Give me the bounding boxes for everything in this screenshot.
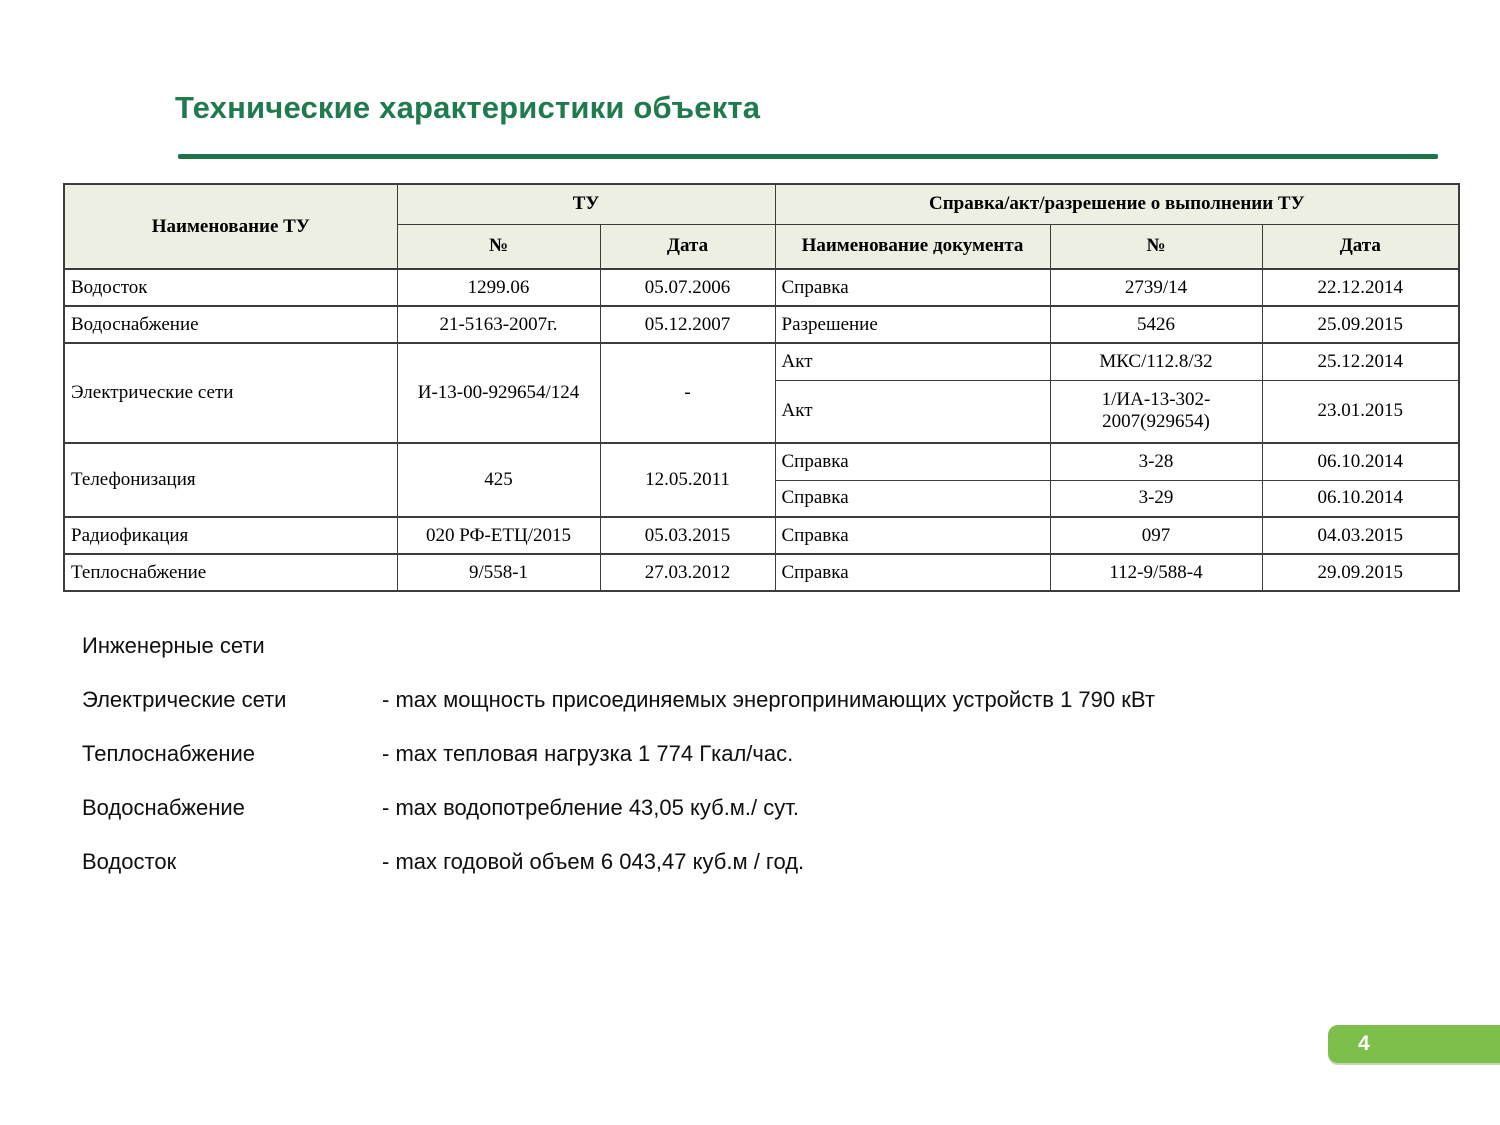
- cell-tu-name: Водосток: [64, 269, 397, 306]
- cell-doc-name: Акт: [775, 380, 1050, 443]
- cell-doc-date: 22.12.2014: [1262, 269, 1459, 306]
- cell-tu-date: 05.07.2006: [600, 269, 775, 306]
- cell-doc-date: 29.09.2015: [1262, 554, 1459, 591]
- note-row: [82, 794, 1155, 822]
- col-header-doc-number: №: [1050, 224, 1262, 269]
- cell-tu-name: Радиофикация: [64, 517, 397, 554]
- cell-doc-number: 5426: [1050, 306, 1262, 343]
- cell-tu-name: Теплоснабжение: [64, 554, 397, 591]
- table-row: [64, 554, 1459, 591]
- cell-tu-date: 12.05.2011: [600, 443, 775, 517]
- cell-tu-date: 05.03.2015: [600, 517, 775, 554]
- cell-doc-name: Справка: [775, 554, 1050, 591]
- cell-doc-name: Справка: [775, 480, 1050, 517]
- note-text: - max тепловая нагрузка 1 774 Гкал/час.: [382, 741, 794, 766]
- title-underline-rule: [178, 154, 1438, 159]
- page-number-badge: [1328, 1025, 1500, 1063]
- cell-doc-name: Справка: [775, 443, 1050, 480]
- col-header-tu-date: Дата: [600, 224, 775, 269]
- cell-tu-number: 9/558-1: [397, 554, 600, 591]
- cell-doc-date: 25.12.2014: [1262, 343, 1459, 380]
- cell-doc-number: МКС/112.8/32: [1050, 343, 1262, 380]
- note-text: - max мощность присоединяемых энергопринимающих устройств 1 790 кВт: [382, 687, 1155, 712]
- cell-doc-date: 23.01.2015: [1262, 380, 1459, 443]
- engineering-notes: [82, 632, 1155, 902]
- table-row: [64, 517, 1459, 554]
- table-row: [64, 306, 1459, 343]
- cell-tu-date: -: [600, 343, 775, 443]
- cell-doc-number: 3-29: [1050, 480, 1262, 517]
- note-row: [82, 740, 1155, 768]
- table-row: [64, 269, 1459, 306]
- cell-doc-name: Справка: [775, 269, 1050, 306]
- cell-doc-number: 3-28: [1050, 443, 1262, 480]
- cell-doc-date: 06.10.2014: [1262, 480, 1459, 517]
- cell-tu-number: 020 РФ-ЕТЦ/2015: [397, 517, 600, 554]
- note-row: [82, 686, 1155, 714]
- cell-doc-date: 04.03.2015: [1262, 517, 1459, 554]
- note-label: Водоснабжение: [82, 795, 245, 820]
- col-header-name-tu: Наименование ТУ: [64, 184, 397, 269]
- cell-tu-number: 1299.06: [397, 269, 600, 306]
- table-row: [64, 443, 1459, 480]
- table-row: [64, 343, 1459, 380]
- col-header-tu-number: №: [397, 224, 600, 269]
- cell-doc-number: 112-9/588-4: [1050, 554, 1262, 591]
- note-text: - max годовой объем 6 043,47 куб.м / год.: [382, 849, 805, 874]
- tu-table: [63, 183, 1458, 592]
- notes-title: Инженерные сети: [82, 633, 265, 658]
- page-title: Технические характеристики объекта: [175, 90, 761, 125]
- cell-doc-name: Акт: [775, 343, 1050, 380]
- note-label: Теплоснабжение: [82, 741, 256, 766]
- cell-doc-name: Разрешение: [775, 306, 1050, 343]
- cell-tu-number: И-13-00-929654/124: [397, 343, 600, 443]
- note-label: Водосток: [82, 849, 177, 874]
- cell-tu-number: 425: [397, 443, 600, 517]
- cell-doc-date: 06.10.2014: [1262, 443, 1459, 480]
- cell-doc-number: 1/ИА-13-302-2007(929654): [1050, 380, 1262, 443]
- note-row: [82, 848, 1155, 876]
- cell-doc-name: Справка: [775, 517, 1050, 554]
- note-label: Электрические сети: [82, 687, 287, 712]
- cell-doc-date: 25.09.2015: [1262, 306, 1459, 343]
- col-group-docs: Справка/акт/разрешение о выполнении ТУ: [775, 184, 1459, 224]
- cell-tu-name: Электрические сети: [64, 343, 397, 443]
- cell-doc-number: 097: [1050, 517, 1262, 554]
- cell-tu-date: 27.03.2012: [600, 554, 775, 591]
- cell-tu-date: 05.12.2007: [600, 306, 775, 343]
- col-header-doc-date: Дата: [1262, 224, 1459, 269]
- page-number: 4: [1358, 1032, 1370, 1055]
- col-header-doc-name: Наименование документа: [775, 224, 1050, 269]
- col-group-tu: ТУ: [397, 184, 775, 224]
- cell-tu-name: Водоснабжение: [64, 306, 397, 343]
- cell-tu-number: 21-5163-2007г.: [397, 306, 600, 343]
- cell-doc-number: 2739/14: [1050, 269, 1262, 306]
- note-text: - max водопотребление 43,05 куб.м./ сут.: [382, 795, 800, 820]
- cell-tu-name: Телефонизация: [64, 443, 397, 517]
